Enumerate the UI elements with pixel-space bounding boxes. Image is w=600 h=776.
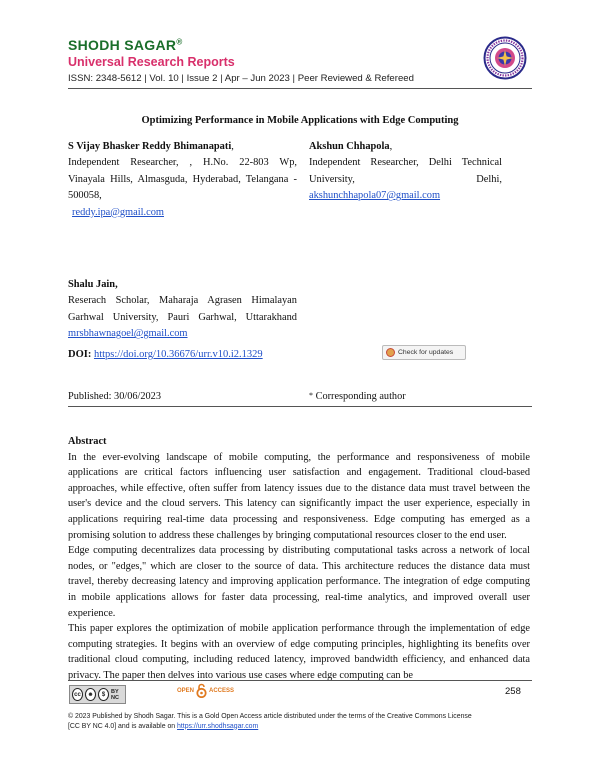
abstract-heading: Abstract	[68, 436, 107, 447]
open-access-logo: OPEN ACCESS	[177, 683, 234, 698]
footer-divider	[68, 680, 532, 681]
page-number: 258	[505, 686, 521, 697]
header-divider	[68, 88, 532, 89]
license-footer: © 2023 Published by Shodh Sagar. This is a Gold Open Access article distributed under the terms of the Creative Commons License [CC BY NC 4.0] and is available on https://urr.shodhsagar.com	[68, 713, 472, 730]
issn-line: ISSN: 2348-5612 | Vol. 10 | Issue 2 | Apr – Jun 2023 | Peer Reviewed & Refereed	[68, 73, 414, 84]
check-updates-icon	[386, 348, 395, 357]
author-affiliation-line: Vinayala Hills, Almasguda, Hyderabad, Telangana -	[68, 173, 297, 185]
author-block-2	[309, 139, 502, 205]
author-name: Shalu Jain,	[68, 279, 118, 290]
author-block-1	[68, 139, 297, 221]
author-affiliation-line: Independent Researcher, , H.No. 22-803 Wp,	[68, 157, 297, 169]
corresponding-author-note: * Corresponding author	[309, 391, 406, 402]
meta-divider	[68, 406, 532, 407]
author-email-link[interactable]: akshunchhapola07@gmail.com	[309, 190, 441, 202]
license-link[interactable]: https://urr.shodhsagar.com	[177, 722, 259, 730]
open-access-lock-icon	[196, 683, 207, 698]
creative-commons-icon: cc	[72, 688, 83, 701]
author-name: Akshun Chhapola,	[309, 141, 393, 152]
abstract-section	[68, 434, 530, 684]
noncommercial-icon: $	[98, 688, 109, 701]
abstract-paragraph: In the ever-evolving landscape of mobile computing, the performance and responsiveness of mobile applications are critical factors influencing user satisfaction and engagement. Traditional cloud-based approaches, while effective, often suffer from latency issues due to the distance data must travel between the user's device and the cloud servers. This latency can significantly impact the user experience, especially in applications requiring real-time data processing and responsiveness. Edge computing has emerged as a promising solution to address these challenges by bringing computational resources closer to the end user.	[68, 451, 530, 541]
author-affiliation-line: Independent Researcher, Delhi Technical	[309, 157, 502, 169]
author-email-link[interactable]: reddy.ipa@gmail.com	[72, 206, 164, 218]
abstract-paragraph: This paper explores the optimization of mobile application performance through the implementation of edge computing strategies. It begins with an overview of edge computing principles, highlighting its benefits over traditional cloud computing, including reduced latency, improved bandwidth efficiency, and enhanced data privacy. The paper then delves into various use cases where edge computing can be	[68, 623, 530, 681]
author-name: S Vijay Bhasker Reddy Bhimanapati,	[68, 141, 234, 152]
author-affiliation-line: 500058,	[68, 190, 102, 202]
author-affiliation-line: Reserach Scholar, Maharaja Agrasen Himalayan	[68, 295, 297, 307]
author-affiliation-line: Garhwal University, Pauri Garhwal, Uttarakhand	[68, 311, 297, 323]
paper-title: Optimizing Performance in Mobile Applications with Edge Computing	[141, 115, 459, 126]
published-date: Published: 30/06/2023	[68, 391, 161, 402]
attribution-icon: ☻	[85, 688, 96, 701]
cc-license-badge[interactable]: cc ☻ $ BY NC	[69, 685, 126, 704]
author-affiliation-line: University, Delhi,	[309, 173, 502, 185]
publisher-brand: SHODH SAGAR®	[68, 37, 183, 53]
author-block-3	[68, 277, 297, 343]
check-for-updates-button[interactable]: Check for updates	[382, 345, 466, 360]
author-email-link[interactable]: mrsbhawnagoel@gmail.com	[68, 328, 188, 340]
journal-seal-icon	[483, 36, 527, 80]
doi-link[interactable]: https://doi.org/10.36676/urr.v10.i2.1329	[93, 349, 263, 360]
journal-title: Universal Research Reports	[68, 55, 235, 69]
doi-line: DOI: https://doi.org/10.36676/urr.v10.i2.1329	[68, 349, 263, 360]
abstract-paragraph: Edge computing decentralizes data processing by distributing computational tasks across a network of local nodes, or "edges," which are closer to the source of data. This architecture reduces the distance data must travel, thereby decreasing latency and improving application performance. The integration of edge computing in mobile applications allows for faster data processing, real-time analytics, and improved overall user experience.	[68, 545, 530, 619]
